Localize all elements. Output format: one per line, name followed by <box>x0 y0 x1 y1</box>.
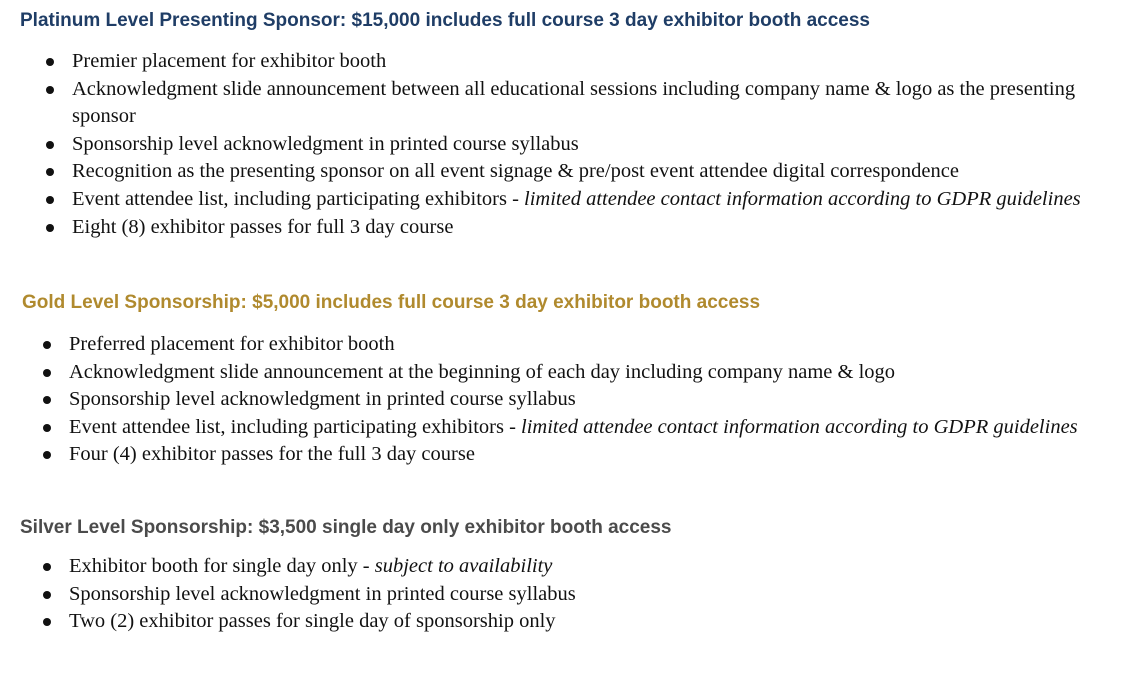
bullet-icon <box>46 58 54 66</box>
item-text: Sponsorship level acknowledgment in printed course syllabus <box>72 132 579 155</box>
bullet-icon <box>46 141 54 149</box>
list-item <box>69 331 1119 359</box>
list-item <box>69 441 1119 469</box>
list-item <box>72 158 1122 186</box>
bullet-icon <box>46 168 54 176</box>
list-item <box>72 186 1122 214</box>
platinum-benefits-list <box>72 48 1122 241</box>
item-text: Sponsorship level acknowledgment in printed course syllabus <box>69 388 576 411</box>
bullet-icon <box>46 224 54 232</box>
list-item <box>72 76 1122 131</box>
list-item <box>69 553 1119 581</box>
bullet-icon <box>43 618 51 626</box>
item-text: Preferred placement for exhibitor booth <box>69 333 395 355</box>
item-text: Four (4) exhibitor passes for the full 3 day course <box>69 443 475 466</box>
bullet-icon <box>43 451 51 459</box>
item-text: Two (2) exhibitor passes for single day of sponsorship only <box>69 610 556 633</box>
bullet-icon <box>43 341 51 349</box>
item-text: Event attendee list, including participating exhibitors - <box>69 415 522 438</box>
bullet-icon <box>43 591 51 599</box>
gold-benefits-list <box>69 331 1119 469</box>
item-text: Sponsorship level acknowledgment in printed course syllabus <box>69 582 576 605</box>
list-item <box>69 581 1119 609</box>
silver-benefits-list <box>69 553 1119 636</box>
list-item <box>69 386 1119 414</box>
bullet-icon <box>43 396 51 404</box>
item-text: Recognition as the presenting sponsor on all event signage & pre/post event attendee digital correspondence <box>72 160 959 183</box>
item-text: Event attendee list, including participating exhibitors - <box>72 187 525 210</box>
bullet-icon <box>43 563 51 571</box>
list-item <box>72 214 1122 242</box>
item-note: limited attendee contact information according to GDPR guidelines <box>524 187 1081 210</box>
silver-heading: Silver Level Sponsorship: $3,500 single day only exhibitor booth access <box>20 517 672 538</box>
list-item <box>69 608 1119 636</box>
bullet-icon <box>43 369 51 377</box>
item-text: Acknowledgment slide announcement between all educational sessions including company name & logo as the presenting sponsor <box>72 77 1076 128</box>
list-item <box>69 414 1119 442</box>
list-item <box>72 48 1122 76</box>
list-item <box>72 131 1122 159</box>
list-item <box>69 359 1119 387</box>
item-note: limited attendee contact information according to GDPR guidelines <box>521 415 1078 438</box>
bullet-icon <box>43 424 51 432</box>
item-text: Acknowledgment slide announcement at the beginning of each day including company name & logo <box>69 360 896 383</box>
item-text: Premier placement for exhibitor booth <box>72 50 387 72</box>
bullet-icon <box>46 196 54 204</box>
item-text: Exhibitor booth for single day only - <box>69 555 375 577</box>
gold-heading: Gold Level Sponsorship: $5,000 includes full course 3 day exhibitor booth access <box>22 292 761 313</box>
item-note: subject to availability <box>374 555 553 577</box>
bullet-icon <box>46 86 54 94</box>
platinum-heading: Platinum Level Presenting Sponsor: $15,000 includes full course 3 day exhibitor booth access <box>20 10 870 31</box>
item-text: Eight (8) exhibitor passes for full 3 day course <box>72 215 454 238</box>
